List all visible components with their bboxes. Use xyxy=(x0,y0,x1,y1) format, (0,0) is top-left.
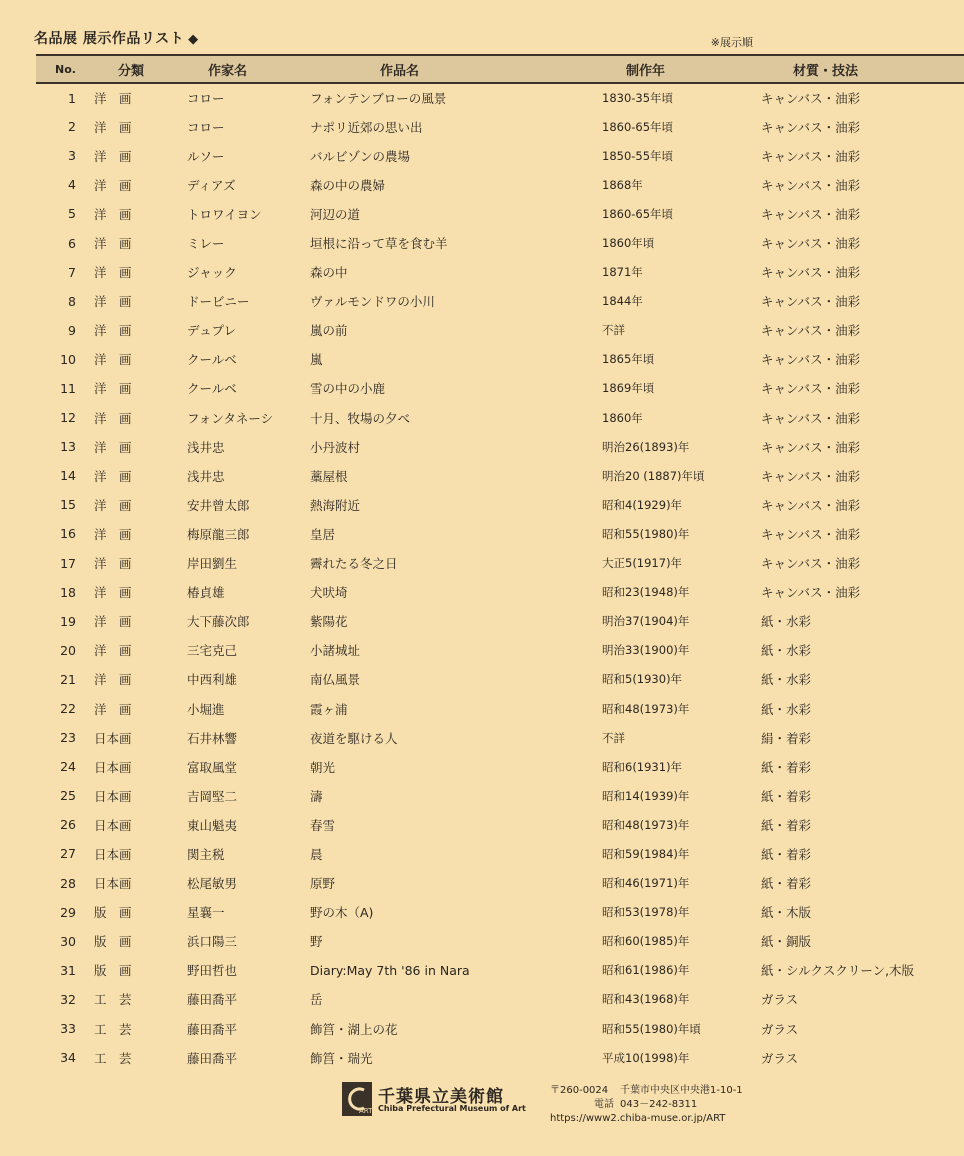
cell-material: 紙・着彩 xyxy=(761,876,812,892)
cell-year: 昭和46(1971)年 xyxy=(602,876,690,891)
table-row xyxy=(36,83,964,112)
column-header-artist: 作家名 xyxy=(185,55,308,83)
cell-no: 10 xyxy=(60,351,76,367)
table-row xyxy=(36,927,964,956)
cell-category: 洋 画 xyxy=(94,585,132,601)
cell-title: 森の中の農婦 xyxy=(310,177,386,193)
cell-material: 紙・銅版 xyxy=(761,934,812,950)
cell-artist: ルソー xyxy=(187,148,225,164)
cell-no: 1 xyxy=(68,90,76,106)
cell-category: 日本画 xyxy=(94,876,132,892)
cell-artist: クールベ xyxy=(187,381,237,397)
cell-title: 皇居 xyxy=(310,526,336,542)
cell-year: 明治33(1900)年 xyxy=(602,643,690,658)
table-row xyxy=(36,607,964,636)
table-row xyxy=(36,694,964,723)
cell-title: バルビゾンの農場 xyxy=(310,148,411,164)
postal-code: 〒260-0024 xyxy=(550,1085,609,1096)
page-title-text: 名品展 展示作品リスト xyxy=(34,31,185,47)
cell-material: キャンバス・油彩 xyxy=(761,206,861,222)
cell-no: 2 xyxy=(68,119,76,135)
cell-material: 紙・水彩 xyxy=(761,614,812,630)
cell-category: 版 画 xyxy=(94,905,132,921)
cell-no: 27 xyxy=(60,846,76,862)
cell-no: 21 xyxy=(60,671,76,687)
cell-material: キャンバス・油彩 xyxy=(761,323,861,339)
cell-title: 犬吠埼 xyxy=(310,585,348,601)
cell-title: Diary:May 7th '86 in Nara xyxy=(310,962,470,978)
cell-category: 洋 画 xyxy=(94,236,132,252)
cell-no: 22 xyxy=(60,701,76,717)
cell-material: 紙・水彩 xyxy=(761,643,812,659)
phone-row xyxy=(550,1098,755,1112)
cell-year: 昭和6(1931)年 xyxy=(602,759,683,774)
cell-artist: 椿貞雄 xyxy=(187,585,225,601)
cell-year: 1830-35年頃 xyxy=(602,91,674,106)
cell-artist: クールベ xyxy=(187,352,237,368)
website-link[interactable]: https://www2.chiba-muse.or.jp/ART xyxy=(550,1113,726,1124)
cell-category: 日本画 xyxy=(94,759,132,775)
cell-no: 12 xyxy=(60,410,76,426)
cell-material: キャンバス・油彩 xyxy=(761,177,861,193)
phone-number: 043－242-8311 xyxy=(620,1099,698,1110)
table-row xyxy=(36,665,964,694)
table-row xyxy=(36,258,964,287)
cell-no: 33 xyxy=(60,1021,76,1037)
cell-material: キャンバス・油彩 xyxy=(761,556,861,572)
cell-year: 1844年 xyxy=(602,294,643,309)
cell-category: 洋 画 xyxy=(94,468,132,484)
table-row xyxy=(36,578,964,607)
table-row xyxy=(36,1014,964,1043)
table-row xyxy=(36,810,964,839)
cell-title: 小諸城址 xyxy=(310,643,361,659)
cell-title: 野 xyxy=(310,934,323,950)
cell-year: 平成10(1998)年 xyxy=(602,1050,690,1065)
cell-artist: ミレー xyxy=(187,236,225,252)
cell-material: 紙・着彩 xyxy=(761,788,812,804)
cell-category: 洋 画 xyxy=(94,206,132,222)
cell-year: 不詳 xyxy=(602,730,625,745)
cell-no: 20 xyxy=(60,642,76,658)
cell-year: 昭和4(1929)年 xyxy=(602,497,683,512)
cell-title: 濤 xyxy=(310,788,323,804)
table-row xyxy=(36,519,964,548)
cell-artist: 安井曾太郎 xyxy=(187,497,250,513)
cell-artist: 小堀進 xyxy=(187,701,225,717)
logo-text: ART xyxy=(359,1107,373,1115)
cell-artist: トロワイヨン xyxy=(187,206,262,222)
cell-material: 紙・着彩 xyxy=(761,759,812,775)
page-title xyxy=(34,28,199,48)
cell-category: 洋 画 xyxy=(94,556,132,572)
table-row xyxy=(36,403,964,432)
cell-material: 紙・木版 xyxy=(761,905,812,921)
cell-year: 明治20 (1887)年頃 xyxy=(602,468,705,483)
cell-year: 1860-65年頃 xyxy=(602,206,674,221)
cell-title: 藁屋根 xyxy=(310,468,348,484)
cell-no: 34 xyxy=(60,1050,76,1066)
table-row xyxy=(36,316,964,345)
cell-year: 1860年 xyxy=(602,410,643,425)
cell-category: 洋 画 xyxy=(94,294,132,310)
cell-artist: コロー xyxy=(187,119,225,135)
cell-category: 洋 画 xyxy=(94,91,132,107)
cell-category: 洋 画 xyxy=(94,672,132,688)
cell-year: 1860-65年頃 xyxy=(602,119,674,134)
cell-no: 32 xyxy=(60,991,76,1007)
cell-no: 19 xyxy=(60,613,76,629)
cell-year: 昭和55(1980)年頃 xyxy=(602,1021,701,1036)
cell-material: 紙・着彩 xyxy=(761,846,812,862)
url-row xyxy=(550,1112,755,1126)
cell-category: 版 画 xyxy=(94,934,132,950)
cell-artist: コロー xyxy=(187,91,225,107)
table-row xyxy=(36,432,964,461)
cell-no: 31 xyxy=(60,962,76,978)
cell-artist: デュプレ xyxy=(187,323,237,339)
cell-material: 紙・水彩 xyxy=(761,672,812,688)
cell-title: 嵐の前 xyxy=(310,323,348,339)
cell-title: 飾筥・瑞光 xyxy=(310,1050,373,1066)
cell-material: キャンバス・油彩 xyxy=(761,439,861,455)
table-row xyxy=(36,869,964,898)
table-row xyxy=(36,781,964,810)
cell-no: 8 xyxy=(68,293,76,309)
table-row xyxy=(36,461,964,490)
cell-material: キャンバス・油彩 xyxy=(761,381,861,397)
cell-no: 28 xyxy=(60,875,76,891)
artwork-table xyxy=(36,54,964,1072)
cell-artist: 藤田喬平 xyxy=(187,992,238,1008)
cell-no: 14 xyxy=(60,468,76,484)
cell-artist: 関主税 xyxy=(187,846,225,862)
cell-year: 1871年 xyxy=(602,265,643,280)
cell-no: 7 xyxy=(68,264,76,280)
cell-category: 洋 画 xyxy=(94,701,132,717)
cell-category: 洋 画 xyxy=(94,119,132,135)
cell-title: 小丹波村 xyxy=(310,439,361,455)
cell-material: キャンバス・油彩 xyxy=(761,236,861,252)
cell-artist: ジャック xyxy=(187,265,237,281)
cell-artist: 三宅克己 xyxy=(187,643,238,659)
table-header xyxy=(36,55,964,83)
cell-artist: 浜口陽三 xyxy=(187,934,238,950)
cell-no: 26 xyxy=(60,817,76,833)
table-row xyxy=(36,839,964,868)
cell-artist: 梅原龍三郎 xyxy=(187,526,250,542)
cell-material: キャンバス・油彩 xyxy=(761,410,861,426)
cell-category: 日本画 xyxy=(94,730,132,746)
museum-logo-icon xyxy=(342,1082,372,1116)
cell-year: 明治26(1893)年 xyxy=(602,439,690,454)
table-row xyxy=(36,345,964,374)
cell-year: 不詳 xyxy=(602,323,625,338)
table-row xyxy=(36,287,964,316)
order-note: ※展示順 xyxy=(710,36,753,49)
table-row xyxy=(36,752,964,781)
cell-no: 29 xyxy=(60,904,76,920)
cell-category: 洋 画 xyxy=(94,352,132,368)
cell-no: 4 xyxy=(68,177,76,193)
museum-address-block xyxy=(550,1084,755,1126)
cell-material: キャンバス・油彩 xyxy=(761,119,861,135)
cell-material: キャンバス・油彩 xyxy=(761,526,861,542)
cell-no: 24 xyxy=(60,759,76,775)
cell-artist: 大下藤次郎 xyxy=(187,614,250,630)
cell-material: キャンバス・油彩 xyxy=(761,91,861,107)
cell-title: フォンテンブローの風景 xyxy=(310,91,447,107)
cell-material: キャンバス・油彩 xyxy=(761,468,861,484)
table-row xyxy=(36,170,964,199)
cell-artist: 東山魁夷 xyxy=(187,817,238,833)
cell-category: 洋 画 xyxy=(94,381,132,397)
cell-title: 夜道を駆ける人 xyxy=(310,730,398,746)
cell-category: 日本画 xyxy=(94,817,132,833)
cell-category: 日本画 xyxy=(94,788,132,804)
column-header-title: 作品名 xyxy=(308,55,602,83)
cell-category: 工 芸 xyxy=(94,1021,132,1037)
cell-title: 森の中 xyxy=(310,265,348,281)
cell-year: 明治37(1904)年 xyxy=(602,614,690,629)
cell-artist: 星襄一 xyxy=(187,905,225,921)
cell-year: 1860年頃 xyxy=(602,236,655,251)
cell-material: キャンバス・油彩 xyxy=(761,497,861,513)
cell-year: 昭和14(1939)年 xyxy=(602,788,690,803)
cell-material: ガラス xyxy=(761,1021,799,1037)
cell-year: 昭和55(1980)年 xyxy=(602,526,690,541)
cell-material: ガラス xyxy=(761,1050,799,1066)
diamond-icon: ◆ xyxy=(188,32,199,47)
cell-no: 6 xyxy=(68,235,76,251)
phone-label: 電話 xyxy=(594,1099,614,1110)
cell-no: 17 xyxy=(60,555,76,571)
cell-title: 南仏風景 xyxy=(310,672,361,688)
cell-artist: 吉岡堅二 xyxy=(187,788,238,804)
cell-artist: 野田哲也 xyxy=(187,963,238,979)
cell-year: 昭和48(1973)年 xyxy=(602,701,690,716)
cell-no: 30 xyxy=(60,933,76,949)
cell-category: 洋 画 xyxy=(94,323,132,339)
artwork-table-container xyxy=(36,54,915,1072)
cell-material: キャンバス・油彩 xyxy=(761,265,861,281)
cell-year: 大正5(1917)年 xyxy=(602,556,683,571)
cell-title: 飾筥・湖上の花 xyxy=(310,1021,398,1037)
cell-year: 昭和43(1968)年 xyxy=(602,992,690,1007)
table-row xyxy=(36,1043,964,1072)
column-header-category: 分類 xyxy=(90,55,185,83)
cell-title: 原野 xyxy=(310,876,336,892)
cell-year: 昭和53(1978)年 xyxy=(602,905,690,920)
cell-category: 洋 画 xyxy=(94,497,132,513)
cell-artist: 富取風堂 xyxy=(187,759,238,775)
table-row xyxy=(36,112,964,141)
cell-material: キャンバス・油彩 xyxy=(761,352,861,368)
cell-title: 雪の中の小鹿 xyxy=(310,381,386,397)
table-row xyxy=(36,141,964,170)
cell-no: 25 xyxy=(60,788,76,804)
cell-category: 洋 画 xyxy=(94,614,132,630)
cell-title: 十月、牧場の夕べ xyxy=(310,410,411,426)
address-row xyxy=(550,1084,755,1098)
cell-title: 紫陽花 xyxy=(310,614,348,630)
cell-category: 洋 画 xyxy=(94,643,132,659)
cell-no: 13 xyxy=(60,439,76,455)
table-row xyxy=(36,549,964,578)
cell-no: 5 xyxy=(68,206,76,222)
cell-no: 16 xyxy=(60,526,76,542)
cell-no: 18 xyxy=(60,584,76,600)
column-header-year: 制作年 xyxy=(602,55,759,83)
table-row xyxy=(36,199,964,228)
table-header-row xyxy=(36,55,964,83)
cell-year: 昭和60(1985)年 xyxy=(602,934,690,949)
cell-title: 熱海附近 xyxy=(310,497,361,513)
cell-title: 嵐 xyxy=(310,352,323,368)
cell-title: 岳 xyxy=(310,992,323,1008)
cell-artist: 石井林響 xyxy=(187,730,238,746)
cell-material: 紙・着彩 xyxy=(761,817,812,833)
cell-material: キャンバス・油彩 xyxy=(761,294,861,310)
table-row xyxy=(36,490,964,519)
cell-title: 霞ヶ浦 xyxy=(310,701,348,717)
cell-title: 野の木（A) xyxy=(310,905,374,921)
cell-title: ヴァルモンドワの小川 xyxy=(310,294,435,310)
cell-year: 1868年 xyxy=(602,177,643,192)
cell-year: 1865年頃 xyxy=(602,352,655,367)
museum-name: 千葉県立美術館 xyxy=(378,1087,504,1107)
cell-year: 昭和5(1930)年 xyxy=(602,672,683,687)
table-row xyxy=(36,956,964,985)
cell-year: 昭和61(1986)年 xyxy=(602,963,690,978)
cell-material: ガラス xyxy=(761,992,799,1008)
cell-year: 昭和59(1984)年 xyxy=(602,846,690,861)
cell-title: 河辺の道 xyxy=(310,206,361,222)
cell-title: ナポリ近郊の思い出 xyxy=(310,119,423,135)
table-row xyxy=(36,723,964,752)
cell-year: 昭和48(1973)年 xyxy=(602,817,690,832)
table-row xyxy=(36,636,964,665)
cell-no: 9 xyxy=(68,322,76,338)
table-body xyxy=(36,83,964,1072)
cell-category: 洋 画 xyxy=(94,410,132,426)
cell-artist: 浅井忠 xyxy=(187,439,225,455)
cell-artist: 浅井忠 xyxy=(187,468,225,484)
museum-name-en: Chiba Prefectural Museum of Art xyxy=(378,1104,526,1113)
cell-category: 洋 画 xyxy=(94,526,132,542)
cell-artist: 藤田喬平 xyxy=(187,1021,238,1037)
cell-no: 15 xyxy=(60,497,76,513)
cell-category: 工 芸 xyxy=(94,1050,132,1066)
cell-material: 紙・水彩 xyxy=(761,701,812,717)
cell-title: 霽れたる冬之日 xyxy=(310,556,398,572)
cell-title: 春雪 xyxy=(310,817,336,833)
cell-material: キャンバス・油彩 xyxy=(761,148,861,164)
cell-artist: 松尾敏男 xyxy=(187,876,238,892)
cell-category: 洋 画 xyxy=(94,177,132,193)
cell-no: 23 xyxy=(60,730,76,746)
cell-material: 絹・着彩 xyxy=(761,730,812,746)
cell-year: 1850-55年頃 xyxy=(602,148,674,163)
cell-artist: フォンタネーシ xyxy=(187,410,274,426)
cell-artist: ディアズ xyxy=(187,177,236,193)
cell-title: 垣根に沿って草を食む羊 xyxy=(310,236,448,252)
table-row xyxy=(36,374,964,403)
footer xyxy=(342,1080,772,1130)
cell-no: 11 xyxy=(60,380,76,396)
cell-category: 日本画 xyxy=(94,846,132,862)
table-row xyxy=(36,228,964,257)
cell-category: 洋 画 xyxy=(94,148,132,164)
cell-artist: 中西利雄 xyxy=(187,672,238,688)
cell-category: 版 画 xyxy=(94,963,132,979)
table-row xyxy=(36,898,964,927)
cell-artist: ドービニー xyxy=(187,294,250,310)
cell-title: 朝光 xyxy=(310,759,336,775)
column-header-no: No. xyxy=(36,55,90,83)
cell-year: 昭和23(1948)年 xyxy=(602,585,690,600)
cell-material: キャンバス・油彩 xyxy=(761,585,861,601)
column-header-material: 材質・技法 xyxy=(759,55,964,83)
cell-title: 晨 xyxy=(310,846,323,862)
cell-category: 工 芸 xyxy=(94,992,132,1008)
cell-year: 1869年頃 xyxy=(602,381,655,396)
cell-no: 3 xyxy=(68,148,76,164)
cell-category: 洋 画 xyxy=(94,439,132,455)
cell-category: 洋 画 xyxy=(94,265,132,281)
cell-artist: 岸田劉生 xyxy=(187,556,238,572)
cell-artist: 藤田喬平 xyxy=(187,1050,238,1066)
cell-material: 紙・シルクスクリーン,木版 xyxy=(761,963,915,979)
table-row xyxy=(36,985,964,1014)
street-address: 千葉市中央区中央港1-10-1 xyxy=(620,1085,743,1096)
